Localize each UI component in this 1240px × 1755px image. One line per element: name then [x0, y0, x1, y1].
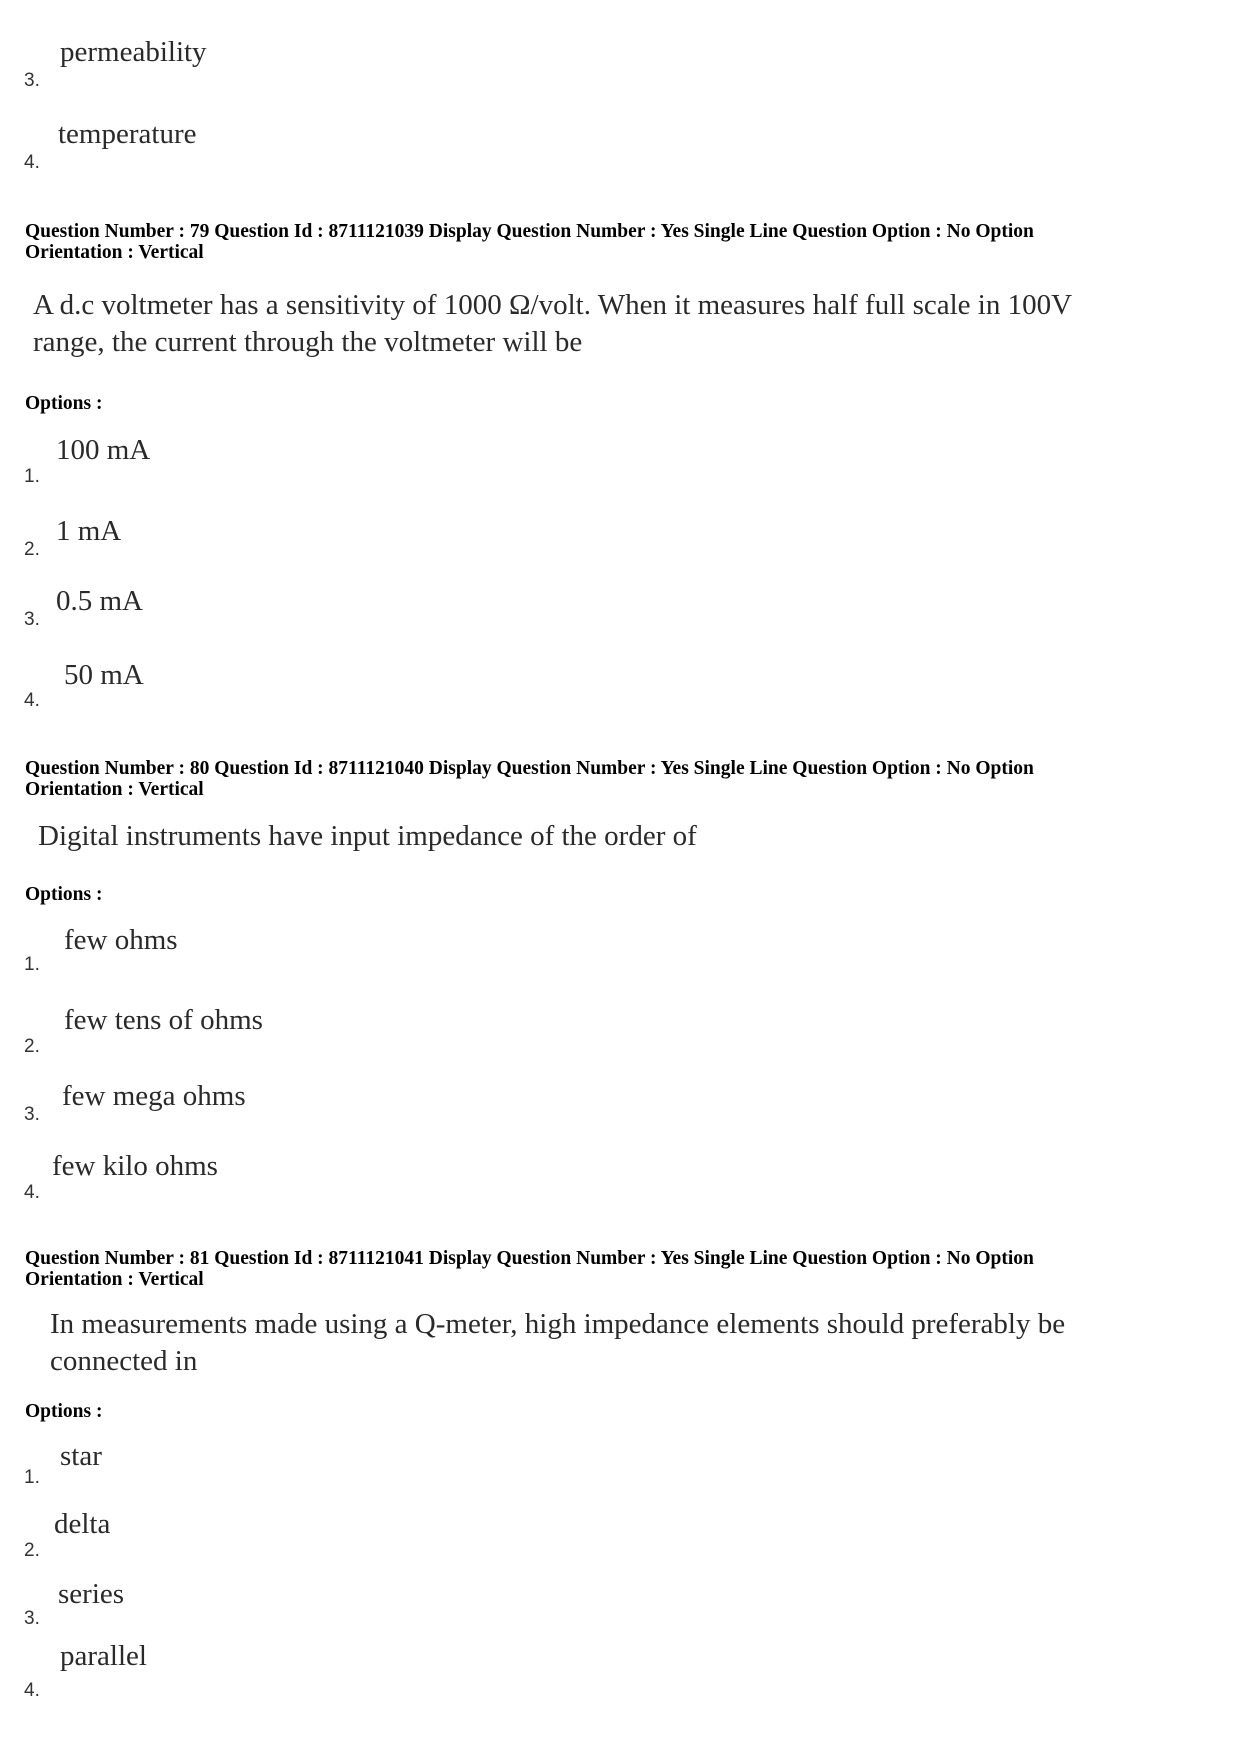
option-text: 100 mA [56, 434, 151, 466]
option-number: 1. [24, 1467, 40, 1488]
option-number: 3. [24, 1608, 40, 1629]
options-label: Options : [25, 884, 103, 905]
option-number: 4. [24, 1680, 40, 1701]
option-text: few mega ohms [62, 1080, 246, 1112]
question-meta-line: Question Number : 80 Question Id : 8711121040 Display Question Number : Yes Single Line Question Option : No Option [25, 758, 1034, 779]
option-text: delta [54, 1508, 111, 1540]
option-number: 3. [24, 70, 40, 91]
question-meta-line: Question Number : 81 Question Id : 8711121041 Display Question Number : Yes Single Line Question Option : No Option [25, 1248, 1034, 1269]
question-text [38, 818, 697, 855]
option-number: 4. [24, 1182, 40, 1203]
question-text-line: range, the current through the voltmeter will be [33, 326, 583, 358]
option-number: 3. [24, 1104, 40, 1125]
question-meta-line: Orientation : Vertical [25, 242, 204, 263]
option-text: few kilo ohms [52, 1150, 218, 1182]
option-text: permeability [60, 36, 207, 68]
question-meta-line: Orientation : Vertical [25, 779, 204, 800]
question-text [33, 287, 1072, 361]
option-text: 0.5 mA [56, 585, 143, 617]
option-text: few tens of ohms [64, 1004, 263, 1036]
options-label: Options : [25, 393, 103, 414]
option-number: 1. [24, 466, 40, 487]
option-text: parallel [60, 1640, 147, 1672]
option-text: star [60, 1440, 102, 1472]
question-text-line: Digital instruments have input impedance of the order of [38, 820, 697, 852]
option-number: 4. [24, 690, 40, 711]
option-number: 2. [24, 1036, 40, 1057]
option-text: few ohms [64, 924, 178, 956]
option-number: 3. [24, 609, 40, 630]
options-label: Options : [25, 1401, 103, 1422]
option-number: 2. [24, 539, 40, 560]
question-meta-line: Question Number : 79 Question Id : 8711121039 Display Question Number : Yes Single Line Question Option : No Option [25, 221, 1034, 242]
question-meta-line: Orientation : Vertical [25, 1269, 204, 1290]
option-number: 2. [24, 1540, 40, 1561]
question-text-line: connected in [50, 1345, 198, 1377]
question-meta [25, 758, 1215, 800]
question-text-line: In measurements made using a Q-meter, high impedance elements should preferably be [50, 1308, 1066, 1340]
question-text [50, 1306, 1065, 1380]
option-text: series [58, 1578, 125, 1610]
option-number: 1. [24, 954, 40, 975]
option-text: 50 mA [64, 659, 144, 691]
option-number: 4. [24, 152, 40, 173]
question-meta [25, 221, 1215, 263]
option-text: 1 mA [56, 515, 122, 547]
question-text-line: A d.c voltmeter has a sensitivity of 1000 Ω/volt. When it measures half full scale in 100V [33, 289, 1073, 321]
question-meta [25, 1248, 1215, 1290]
option-text: temperature [58, 118, 197, 150]
